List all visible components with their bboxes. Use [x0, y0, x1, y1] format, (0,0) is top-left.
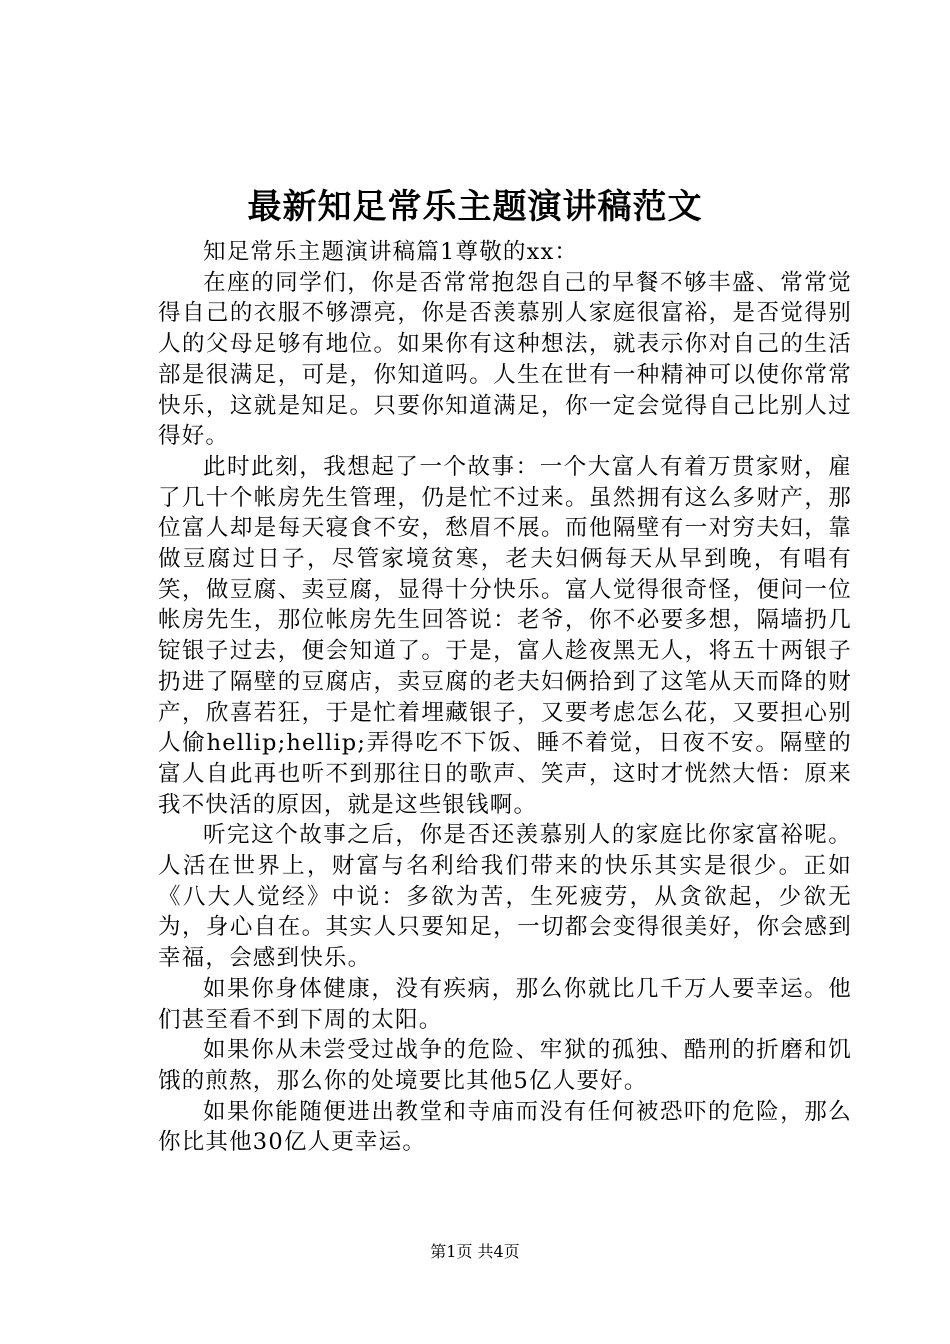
paragraph: 如果你从未尝受过战争的危险、牢狱的孤独、酷刑的折磨和饥饿的煎熬，那么你的处境要比其他5亿人要好。: [158, 1037, 852, 1094]
document-title: 最新知足常乐主题演讲稿范文: [247, 187, 703, 227]
page-footer: 第1页 共4页: [430, 1242, 520, 1261]
paragraph: 知足常乐主题演讲稿篇1尊敬的xx：: [203, 239, 579, 265]
document-body: [158, 237, 852, 1158]
paragraph: 如果你身体健康，没有疾病，那么你就比几千万人要幸运。他们甚至看不到下周的太阳。: [158, 975, 852, 1033]
paragraph: 在座的同学们，你是否常常抱怨自己的早餐不够丰盛、常常觉得自己的衣服不够漂亮，你是否羡慕别人家庭很富裕，是否觉得别人的父母足够有地位。如果你有这种想法，就表示你对自己的生活部是很满足，可是，你知道吗。人生在世有一种精神可以使你常常快乐，这就是知足。只要你知道满足，你一定会觉得自己比别人过得好。: [158, 269, 852, 450]
paragraph: 听完这个故事之后，你是否还羡慕别人的家庭比你家富裕呢。人活在世界上，财富与名利给我们带来的快乐其实是很少。正如《八大人觉经》中说：多欲为苦，生死疲劳，从贪欲起，少欲无为，身心自在。其实人只要知足，一切都会变得很美好，你会感到幸福，会感到快乐。: [158, 822, 852, 972]
paragraph: 此时此刻，我想起了一个故事：一个大富人有着万贯家财，雇了几十个帐房先生管理，仍是忙不过来。虽然拥有这么多财产，那位富人却是每天寝食不安，愁眉不展。而他隔壁有一对穷夫妇，靠做豆腐过日子，尽管家境贫寒，老夫妇俩每天从早到晚，有唱有笑，做豆腐、卖豆腐，显得十分快乐。富人觉得很奇怪，便问一位帐房先生，那位帐房先生回答说：老爷，你不必要多想，隔墙扔几锭银子过去，便会知道了。于是，富人趁夜黑无人，将五十两银子扔进了隔壁的豆腐店，卖豆腐的老夫妇俩拾到了这笔从天而降的财产，欣喜若狂，于是忙着埋藏银子，又要考虑怎么花，又要担心别人偷hellip;hellip;弄得吃不下饭、睡不着觉，日夜不安。隔壁的富人自此再也听不到那往日的歌声、笑声，这时才恍然大悟：原来我不快活的原因，就是这些银钱啊。: [158, 453, 852, 818]
paragraph: 如果你能随便进出教堂和寺庙而没有任何被恐吓的危险，那么你比其他30亿人更幸运。: [158, 1098, 852, 1156]
